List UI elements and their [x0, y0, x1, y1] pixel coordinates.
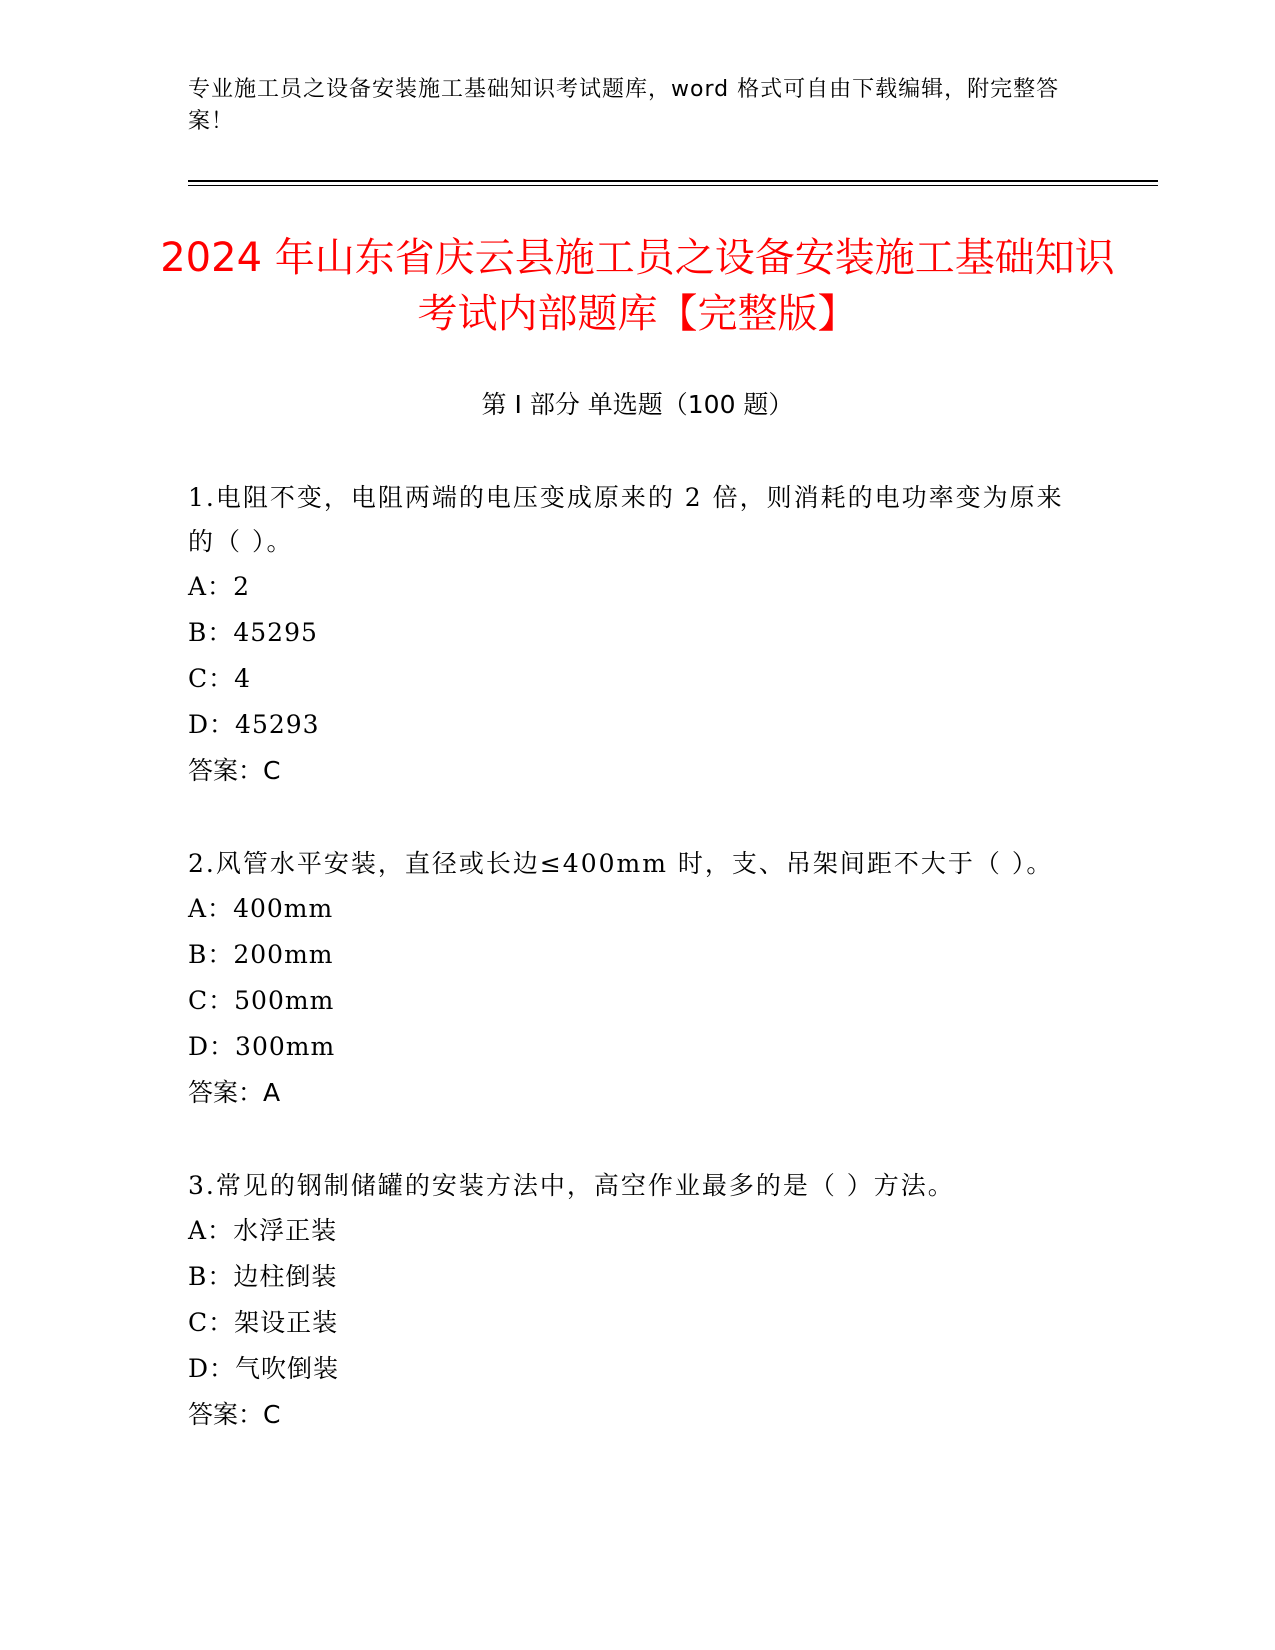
option-text: 边柱倒装	[233, 1262, 338, 1291]
option-b	[188, 1254, 1068, 1300]
option-text: 400mm	[233, 894, 334, 923]
option-d	[188, 1346, 1068, 1392]
question-3	[188, 1164, 1068, 1438]
option-text: 架设正装	[234, 1308, 339, 1337]
option-d	[188, 1024, 1068, 1070]
header-note: 专业施工员之设备安装施工基础知识考试题库，word 格式可自由下载编辑，附完整答案！	[188, 77, 1060, 134]
question-list	[188, 476, 1068, 1486]
question-stem: 3.常见的钢制储罐的安装方法中，高空作业最多的是（ ）方法。	[188, 1171, 955, 1200]
option-text: 200mm	[233, 940, 334, 969]
option-key: B：	[188, 618, 234, 647]
option-key: D：	[188, 1354, 236, 1383]
option-key: B：	[188, 1262, 234, 1291]
option-key: B：	[188, 940, 234, 969]
option-b	[188, 610, 1068, 656]
option-text: 气吹倒装	[235, 1354, 340, 1383]
option-text: 水浮正装	[233, 1216, 338, 1245]
option-key: A：	[188, 1216, 234, 1245]
option-c	[188, 978, 1068, 1024]
answer: 答案：A	[188, 1078, 281, 1107]
question-1	[188, 476, 1068, 794]
option-key: A：	[188, 894, 234, 923]
question-2	[188, 842, 1068, 1116]
option-text: 4	[234, 664, 252, 693]
option-c	[188, 1300, 1068, 1346]
option-text: 300mm	[235, 1032, 336, 1061]
header-rule-thin	[188, 185, 1158, 186]
option-key: C：	[188, 986, 235, 1015]
option-a	[188, 564, 1068, 610]
question-stem: 1.电阻不变，电阻两端的电压变成原来的 2 倍，则消耗的电功率变为原来的（ ）。	[188, 483, 1064, 556]
section-heading: 第 I 部分 单选题（100 题）	[481, 390, 794, 419]
option-text: 500mm	[234, 986, 335, 1015]
option-text: 45293	[235, 710, 320, 739]
option-text: 45295	[233, 618, 318, 647]
option-text: 2	[233, 572, 250, 601]
option-key: D：	[188, 710, 236, 739]
header-rule-thick	[188, 180, 1158, 182]
document-title: 2024 年山东省庆云县施工员之设备安装施工基础知识考试内部题库【完整版】	[160, 235, 1115, 337]
option-a	[188, 1208, 1068, 1254]
option-a	[188, 886, 1068, 932]
option-key: D：	[188, 1032, 236, 1061]
option-c	[188, 656, 1068, 702]
question-stem: 2.风管水平安装，直径或长边≤400mm 时，支、吊架间距不大于（ ）。	[188, 849, 1054, 878]
answer: 答案：C	[188, 1400, 281, 1429]
answer: 答案：C	[188, 756, 281, 785]
option-b	[188, 932, 1068, 978]
option-d	[188, 702, 1068, 748]
option-key: A：	[188, 572, 234, 601]
option-key: C：	[188, 1308, 235, 1337]
option-key: C：	[188, 664, 235, 693]
